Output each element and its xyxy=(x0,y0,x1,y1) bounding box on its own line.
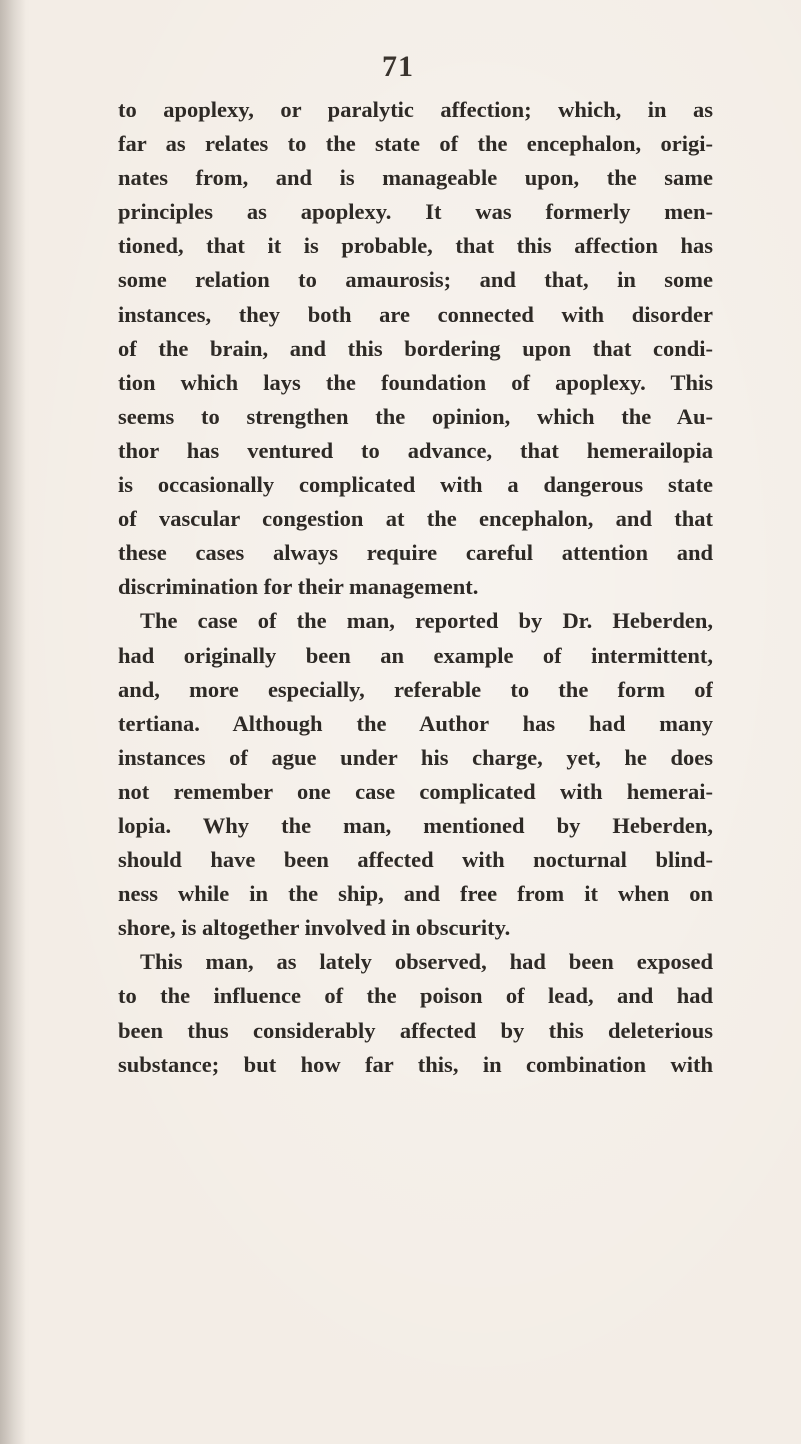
text-line: instances of ague under his charge, yet, he does xyxy=(118,744,713,770)
text-line: to apoplexy, or paralytic affection; which, in as xyxy=(118,97,713,122)
text-line: This man, as lately observed, had been exposed xyxy=(140,949,713,975)
text-line: and, more especially, referable to the form of xyxy=(118,676,713,702)
text-line: principles as apoplexy. It was formerly men- xyxy=(118,199,713,225)
text-line: The case of the man, reported by Dr. Heberden, xyxy=(140,608,713,634)
text-line: lopia. Why the man, mentioned by Heberden, xyxy=(118,812,713,838)
text-line: seems to strengthen the opinion, which the Au- xyxy=(118,403,713,429)
text-line: to the influence of the poison of lead, and had xyxy=(118,983,713,1009)
text-line: nates from, and is manageable upon, the same xyxy=(118,165,713,191)
text-line: ness while in the ship, and free from it when on xyxy=(118,881,713,907)
text-line: been thus considerably affected by this deleterious xyxy=(118,1017,713,1043)
text-line: tioned, that it is probable, that this affection has xyxy=(118,233,713,259)
text-line: shore, is altogether involved in obscurity. xyxy=(118,915,511,941)
text-line: some relation to amaurosis; and that, in some xyxy=(118,267,713,293)
text-line: had originally been an example of intermittent, xyxy=(118,642,713,668)
text-line: discrimination for their management. xyxy=(118,574,479,600)
text-line: tion which lays the foundation of apoplexy. This xyxy=(118,369,713,395)
text-line: tertiana. Although the Author has had many xyxy=(118,710,713,736)
text-line: instances, they both are connected with disorder xyxy=(118,301,713,327)
text-line: far as relates to the state of the encephalon, origi- xyxy=(118,131,713,157)
text-line: is occasionally complicated with a dangerous state xyxy=(118,472,713,498)
text-line: not remember one case complicated with hemerai- xyxy=(118,778,713,804)
text-line: thor has ventured to advance, that hemerailopia xyxy=(118,437,713,463)
binding-gutter-shadow xyxy=(0,0,26,1444)
page-number: 71 xyxy=(382,50,414,83)
text-line: of the brain, and this bordering upon that condi- xyxy=(118,335,713,361)
text-line: these cases always require careful attention and xyxy=(118,540,713,566)
body-text xyxy=(118,93,713,1082)
text-line: should have been affected with nocturnal blind- xyxy=(118,847,713,873)
text-line: of vascular congestion at the encephalon, and that xyxy=(118,506,713,532)
text-line: substance; but how far this, in combination with xyxy=(118,1051,713,1077)
